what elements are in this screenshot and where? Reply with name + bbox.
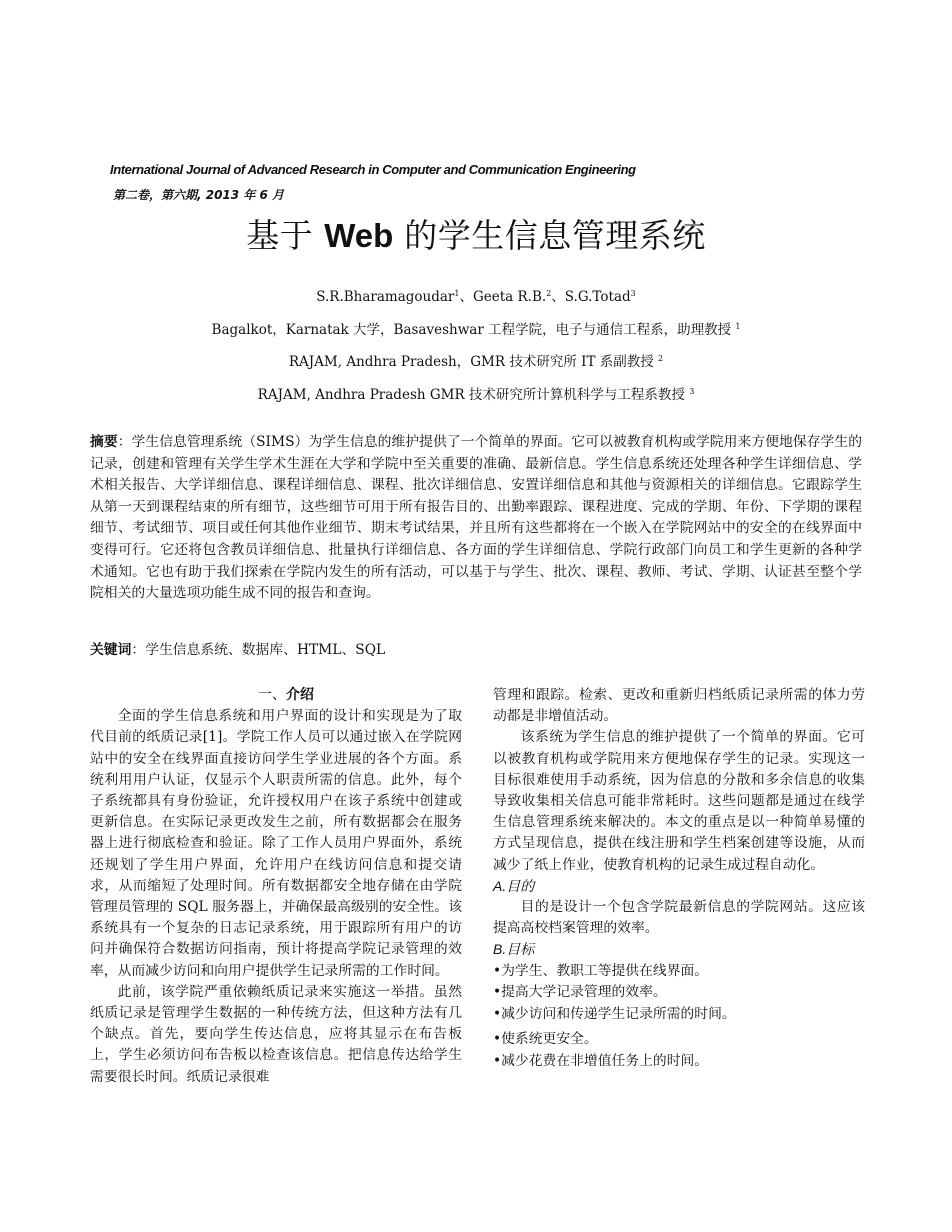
title-pre: 基于 — [246, 216, 325, 255]
journal-name: International Journal of Advanced Research in Computer and Communication Engineering — [110, 162, 636, 177]
list-item: •减少访问和传递学生记录所需的时间。 — [493, 1005, 736, 1022]
author-line — [0, 285, 952, 306]
purpose-paragraph: 目的是设计一个包含学院最新信息的学院网站。这应该提高高校档案管理的效率。 — [493, 899, 865, 937]
section-number: 一、 — [258, 687, 286, 703]
keywords — [90, 640, 862, 660]
author-1: S.R.Bharamagoudar — [316, 289, 455, 305]
abstract — [90, 432, 862, 605]
author-3: 、S.G.Totad — [551, 289, 631, 305]
right-column — [493, 685, 865, 1073]
subheading-objectives: B.目标 — [493, 941, 535, 958]
affiliation-2-sup: 2 — [658, 354, 664, 363]
intro-paragraph-continued: 管理和跟踪。检索、更改和重新归档纸质记录所需的体力劳动都是非增值活动。 — [493, 687, 865, 725]
section-heading-introduction — [90, 685, 462, 706]
abstract-text: 学生信息管理系统（SIMS）为学生信息的维护提供了一个简单的界面。它可以被教育机构或学院用来方便地保存学生的记录，创建和管理有关学生学术生涯在大学和学院中至关重要的准确、最新信息。学生信息系统还处理各种学生详细信息、学术相关报告、大学详细信息、课程详细信息、课程、批次详细信息、安置详细信息和其他与资源相关的详细信息。它跟踪学生从第一天到课程结束的所有细节，这些细节可用于所有报告目的、出勤率跟踪、课程进度、完成的学期、年份、下学期的课程细节、考试细节、项目或任何其他作业细节、期末考试结果，并且所有这些都将在一个嵌入在学院网站中的安全的在线界面中变得可行。它还将包含教员详细信息、批量执行详细信息、各方面的学生详细信息、学院行政部门向员工和学生更新的各种学术通知。它也有助于我们探索在学院内发生的所有活动，可以基于与学生、批次、课程、教师、考试、学期、认证甚至整个学院相关的大量选项功能生成不同的报告和查询。 — [90, 434, 863, 602]
affiliation-2-text: RAJAM, Andhra Pradesh，GMR 技术研究所 IT 系副教授 — [288, 354, 659, 370]
section-title: 介绍 — [286, 687, 314, 703]
list-item: •提高大学记录管理的效率。 — [493, 984, 667, 1001]
author-2: 、Geeta R.B. — [459, 289, 547, 305]
objectives-list — [493, 961, 865, 1073]
keywords-colon: ： — [131, 642, 146, 658]
author-3-sup: 3 — [630, 289, 636, 298]
affiliation-1 — [0, 318, 952, 339]
author-2-sup: 2 — [546, 289, 552, 298]
title-web: Web — [324, 217, 394, 254]
list-item: •使系统更安全。 — [493, 1031, 598, 1048]
list-item: •减少花费在非增值任务上的时间。 — [493, 1053, 709, 1070]
keywords-label: 关键词 — [90, 642, 132, 658]
left-column — [90, 685, 462, 1088]
author-1-sup: 1 — [454, 289, 460, 298]
title-post: 的学生信息管理系统 — [393, 216, 706, 255]
intro-paragraph-3: 该系统为学生信息的维护提供了一个简单的界面。它可以被教育机构或学院用来方便地保存学生的记录。实现这一目标很难使用手动系统，因为信息的分散和多余信息的收集导致收集相关信息可能非常耗时。这些问题都是通过在线学生信息管理系统来解决的。本文的重点是以一种简单易懂的方式呈现信息，提供在线注册和学生档案创建等设施，从而减少了纸上作业，使教育机构的记录生成过程自动化。 — [493, 729, 865, 873]
intro-paragraph-1: 全面的学生信息系统和用户界面的设计和实现是为了取代目前的纸质记录[1]。学院工作人员可以通过嵌入在学院网站中的安全在线界面直接访问学生学业进展的各个方面。系统利用用户认证，仅显示个人职责所需的信息。此外，每个子系统都具有身份验证，允许授权用户在该子系统中创建或更新信息。在实际记录更改发生之前，所有数据都会在服务器上进行彻底检查和验证。除了工作人员用户界面外，系统还规划了学生用户界面，允许用户在线访问信息和提交请求，从而缩短了处理时间。所有数据都安全地存储在由学院管理员管理的 SQL 服务器上，并确保最高级别的安全性。该系统具有一个复杂的日志记录系统，用于跟踪所有用户的访问并确保符合数据访问指南，预计将提高学院记录管理的效率，从而减少访问和向用户提供学生记录所需的工作时间。 — [90, 708, 462, 979]
affiliation-1-sup: 1 — [735, 322, 741, 331]
affiliation-1-text: Bagalkot，Karnatak 大学，Basaveshwar 工程学院，电子与通信工程系，助理教授 — [211, 322, 736, 338]
intro-paragraph-2: 此前，该学院严重依赖纸质记录来实施这一举措。虽然纸质记录是管理学生数据的一种传统方法，但这种方法有几个缺点。首先，要向学生传达信息，应将其显示在布告板上，学生必须访问布告板以检查该信息。把信息传达给学生需要很长时间。纸质记录很难 — [90, 983, 462, 1085]
issue-info: 第二卷，第六期, 2013 年 6 月 — [113, 188, 285, 202]
paper-title — [0, 210, 952, 257]
list-item: •为学生、教职工等提供在线界面。 — [493, 962, 709, 979]
abstract-label: 摘要 — [90, 434, 118, 450]
affiliation-2 — [0, 350, 952, 371]
affiliation-3-sup: 3 — [689, 387, 695, 396]
keywords-text: 学生信息系统、数据库、HTML、SQL — [145, 642, 386, 658]
subheading-purpose: A.目的 — [493, 877, 535, 894]
abstract-colon: ： — [117, 434, 132, 450]
affiliation-3 — [0, 383, 952, 404]
affiliation-3-text: RAJAM, Andhra Pradesh GMR 技术研究所计算机科学与工程系教授 — [257, 387, 690, 403]
